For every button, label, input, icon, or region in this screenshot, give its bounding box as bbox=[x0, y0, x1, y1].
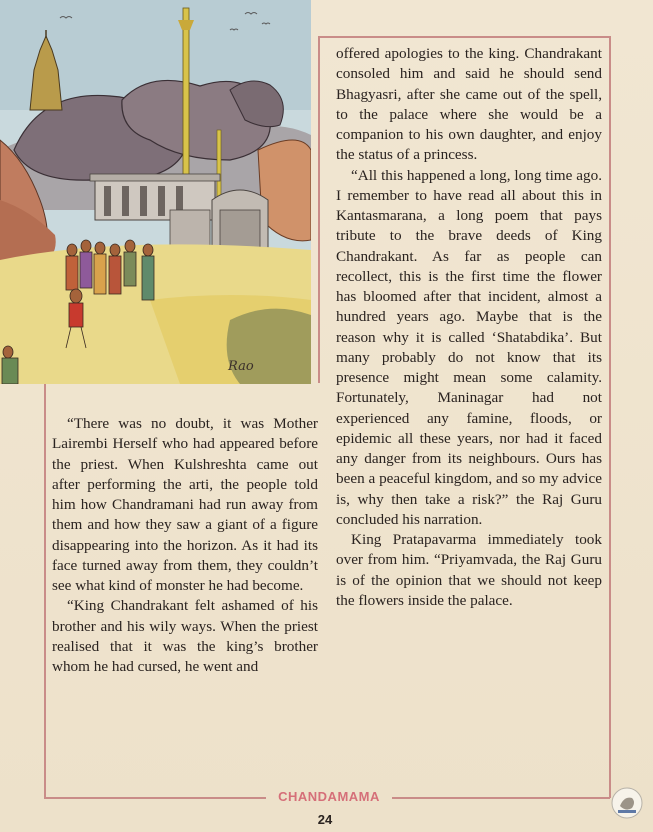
paragraph: offered apologies to the king. Chandrakant consoled him and said he should send Bhagyasri, after she came out of the spell, to the palace where she would be a companion to his own daughter, and enjoy the status of a princess. bbox=[336, 45, 602, 164]
frame-rule-left bbox=[44, 384, 46, 797]
frame-rule-middle bbox=[318, 36, 320, 383]
frame-rule-right bbox=[609, 36, 611, 798]
illustrator-signature: Rao bbox=[228, 359, 254, 374]
paragraph: “All this happened a long, long time ago. I remember to have read all about this in Kantasmarana, a long poem that pays tribute to the brave deeds of King Chandrakant. As far as people can recollect, this is the first time the flower has bloomed after that incident, almost a hundred years ago. Maybe that is the reason why it is called ‘Shatabdika’. But many probably do not know that its presence might mean some calamity. Fortunately, Maninagar had not experienced any famine, floods, or epidemic all these years, nor had it faced any danger from its neighbours. Ours has been a peaceful kingdom, and so my advice is, why then take a risk?” the Raj Guru concluded his narration. bbox=[336, 166, 602, 528]
right-column-text bbox=[336, 44, 602, 611]
page-number: 24 bbox=[317, 812, 333, 827]
paragraph: King Pratapavarma immediately took over from him. “Priyamvada, the Raj Guru is of the opinion that we should not keep the flowers inside the palace. bbox=[336, 531, 602, 609]
paragraph: “There was no doubt, it was Mother Lairembi Herself who had appeared before the priest. When Kulshreshta came out after performing the arti, the people told him how Chandramani had run away from them and how they saw a giant of a figure disappearing into the horizon. As it had its face turned away from them, they couldn’t see what kind of monster he had become. bbox=[52, 415, 318, 594]
temple-procession-illustration bbox=[0, 0, 311, 384]
frame-rule-bottom-right bbox=[392, 797, 610, 799]
frame-rule-top bbox=[318, 36, 610, 38]
chandamama-logo-icon bbox=[610, 786, 644, 820]
left-column-text bbox=[52, 414, 318, 677]
frame-rule-bottom-left bbox=[44, 797, 266, 799]
paragraph: “King Chandrakant felt ashamed of his brother and his wily ways. When the priest realised that it was the king’s brother whom he had cursed, he went and bbox=[52, 597, 318, 675]
magazine-masthead: CHANDAMAMA bbox=[278, 789, 380, 804]
